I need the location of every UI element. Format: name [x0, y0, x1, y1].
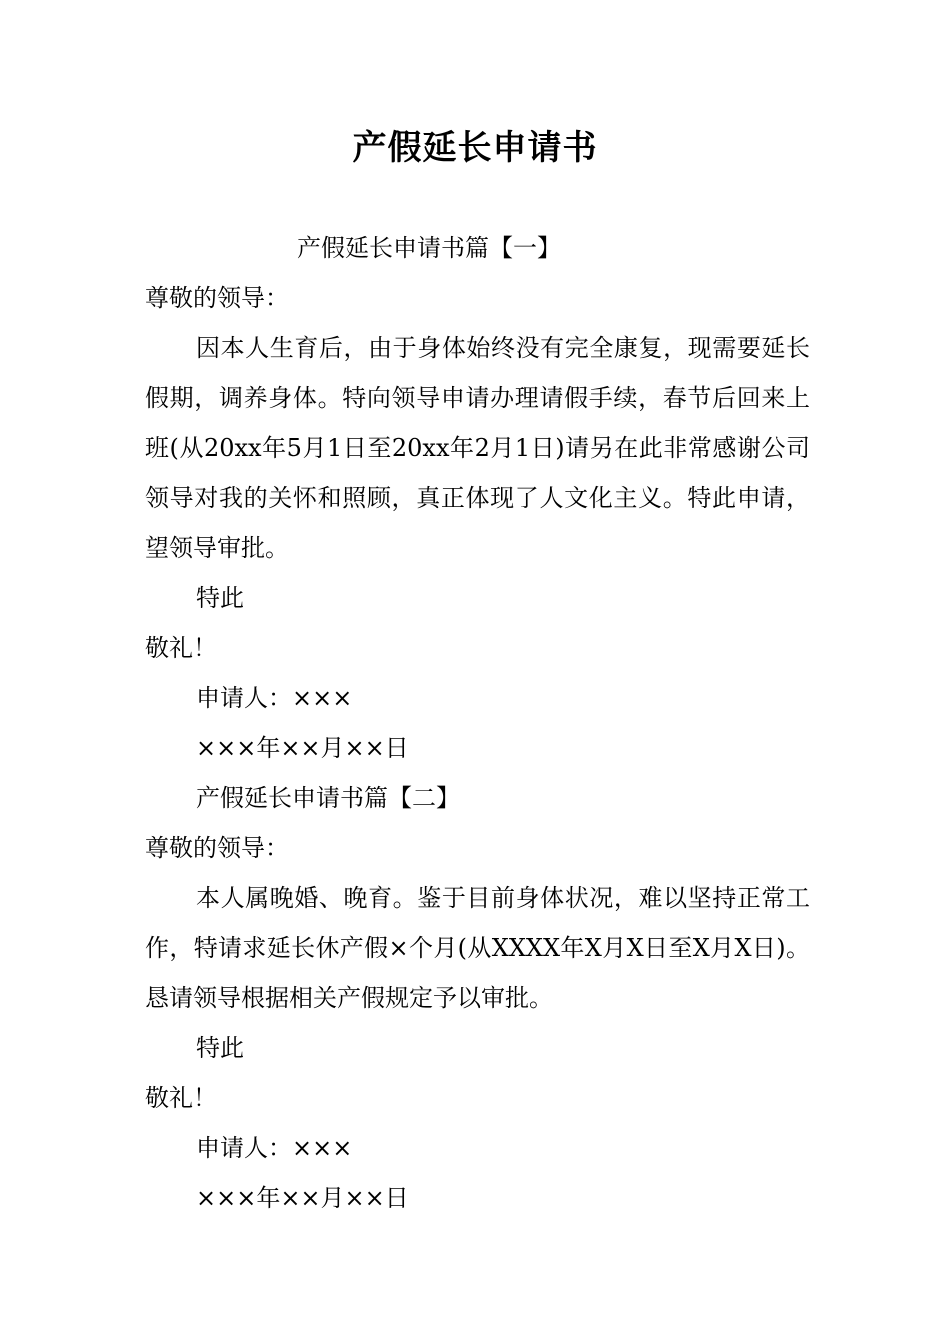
section-1-salutation: 尊敬的领导：: [145, 284, 289, 312]
document-body: [145, 223, 810, 1223]
section-1-heading: 产假延长申请书篇【一】: [297, 234, 561, 262]
section-1-closing-1: 特此: [196, 584, 244, 612]
section-2-closing-2: 敬礼！: [145, 1084, 217, 1112]
section-1-applicant: 申请人：×××: [196, 684, 353, 712]
section-2-heading: 产假延长申请书篇【二】: [196, 784, 460, 812]
section-1-closing-2: 敬礼！: [145, 634, 217, 662]
section-2-body: 本人属晚婚、晚育。鉴于目前身体状况，难以坚持正常工作，特请求延长休产假×个月(从XXXX年X月X日至X月X日)。恳请领导根据相关产假规定予以审批。: [145, 884, 810, 1012]
section-2-date: ×××年××月××日: [196, 1184, 409, 1212]
document-title: 产假延长申请书: [352, 128, 598, 168]
section-2-salutation: 尊敬的领导：: [145, 834, 289, 862]
section-2-closing-1: 特此: [196, 1034, 244, 1062]
section-2-applicant: 申请人：×××: [196, 1134, 353, 1162]
section-1-date: ×××年××月××日: [196, 734, 409, 762]
section-1-body: 因本人生育后，由于身体始终没有完全康复，现需要延长假期，调养身体。特向领导申请办理请假手续，春节后回来上班(从20xx年5月1日至20xx年2月1日)请另在此非常感谢公司领导对我的关怀和照顾，真正体现了人文化主义。特此申请，望领导审批。: [145, 334, 810, 562]
